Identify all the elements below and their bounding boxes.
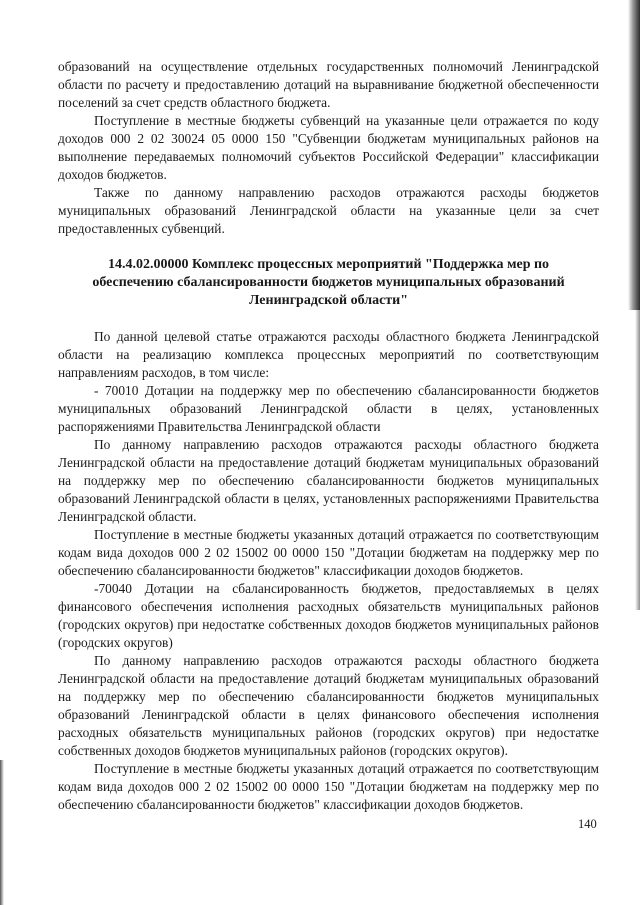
section-heading: 14.4.02.00000 Комплекс процессных мероприятий "Поддержка мер по обеспечению сбалансированности бюджетов муниципальных образований Ленинградской области" [92, 257, 565, 308]
paragraph: По данному направлению расходов отражаются расходы областного бюджета Ленинградской области на предоставление дотаций бюджетам муниципальных образований на поддержку мер по обеспечению сбалансированности бюджетов муниципальных образований Ленинградской области в целях финансового обеспечения исполнения расходных обязательств муниципальных районов (городских округов) при недостатке собственных доходов бюджетов муниципальных районов (городских округов). [58, 653, 599, 758]
scan-left-edge-shadow [0, 760, 4, 905]
paragraph: Поступление в местные бюджеты указанных дотаций отражается по соответствующим кодам вида доходов 000 2 02 15002 00 0000 150 "Дотации бюджетам на поддержку мер по обеспечению сбалансированности бюджетов" классификации доходов бюджетов. [58, 761, 599, 812]
paragraph: По данному направлению расходов отражаются расходы областного бюджета Ленинградской области на предоставление дотаций бюджетам муниципальных образований на поддержку мер по обеспечению сбалансированности бюджетов муниципальных образований Ленинградской области в целях, установленных распоряжениями Правительства Ленинградской области. [58, 437, 599, 524]
paragraph: Также по данному направлению расходов отражаются расходы бюджетов муниципальных образований Ленинградской области на указанные цели за счет предоставленных субвенций. [58, 185, 599, 236]
text-column [58, 58, 599, 814]
paragraph: Поступление в местные бюджеты указанных дотаций отражается по соответствующим кодам вида доходов 000 2 02 15002 00 0000 150 "Дотации бюджетам на поддержку мер по обеспечению сбалансированности бюджетов" классификации доходов бюджетов. [58, 527, 599, 578]
paragraph: -70040 Дотации на сбалансированность бюджетов, предоставляемых в целях финансового обеспечения исполнения расходных обязательств муниципальных районов (городских округов) при недостатке собственных доходов бюджетов муниципальных районов (городских округов) [58, 581, 599, 650]
spacer [58, 310, 599, 328]
spacer [58, 238, 599, 256]
page-number: 140 [578, 817, 597, 831]
paragraph: - 70010 Дотации на поддержку мер по обеспечению сбалансированности бюджетов муниципальных образований Ленинградской области в целях, установленных распоряжениями Правительства Ленинградской области [58, 383, 599, 434]
paragraph: Поступление в местные бюджеты субвенций на указанные цели отражается по коду доходов 000 2 02 30024 05 0000 150 "Субвенции бюджетам муниципальных районов на выполнение передаваемых полномочий субъектов Российской Федерации" классификации доходов бюджетов. [58, 113, 599, 182]
paragraph: образований на осуществление отдельных государственных полномочий Ленинградской области по расчету и предоставлению дотаций на выравнивание бюджетной обеспеченности поселений за счет средств областного бюджета. [58, 59, 599, 110]
paragraph: По данной целевой статье отражаются расходы областного бюджета Ленинградской области на реализацию комплекса процессных мероприятий по соответствующим направлениям расходов, в том числе: [58, 329, 599, 380]
scan-edge-shadow [628, 0, 640, 310]
scan-edge-shadow-lower [635, 310, 640, 610]
